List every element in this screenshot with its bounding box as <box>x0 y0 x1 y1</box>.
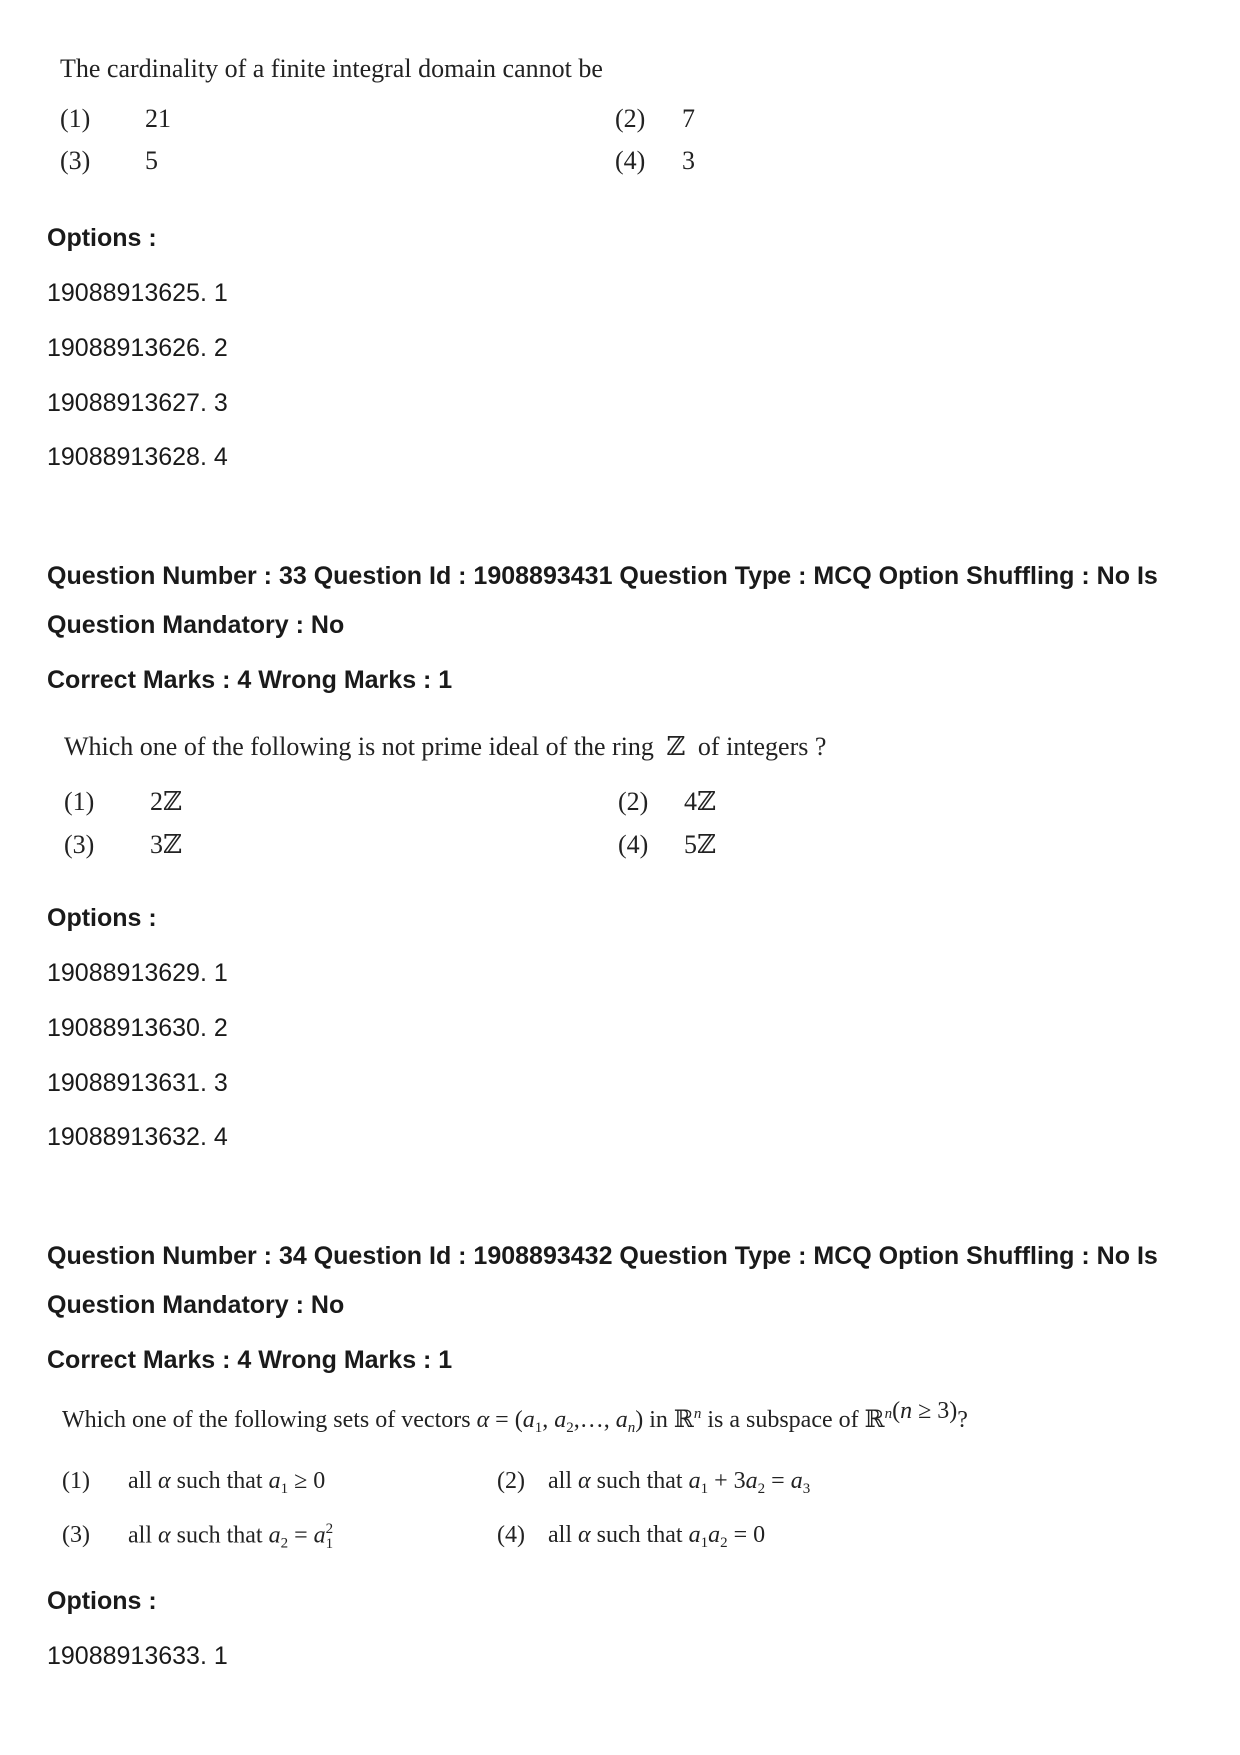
q33-choice-1-text: 2ℤ <box>150 787 182 816</box>
q34-marks: Correct Marks : 4 Wrong Marks : 1 <box>47 1346 453 1374</box>
q33-choice-3-num: (3) <box>64 830 95 859</box>
q33-choice-3-text: 3ℤ <box>150 830 182 859</box>
q34-choice-3-text: all α such that $a_2 = a$ 2 1 <box>128 1521 334 1552</box>
q32-choice-3-text: 5 <box>145 146 158 175</box>
q34-choice-1-prefix: all <box>128 1468 152 1494</box>
q33-choice-2-num: (2) <box>618 787 649 816</box>
q34-choice-4-prefix: all <box>548 1522 572 1548</box>
q32-option-1: 19088913625. 1 <box>47 279 228 307</box>
q34-option-1: 19088913633. 1 <box>47 1642 228 1670</box>
q33-option-3: 19088913631. 3 <box>47 1069 228 1097</box>
q32-stem: The cardinality of a finite integral domain cannot be <box>60 54 603 83</box>
q34-stem-rn-cond: ℝ$^n$(n ≥ 3) <box>864 1398 958 1433</box>
q33-stem-symbol: ℤ <box>666 732 686 762</box>
q33-choice-2-text: 4ℤ <box>684 787 716 816</box>
q34-choice-1-mid: such that <box>176 1468 263 1494</box>
q34-choice-4-mid: such that <box>596 1522 683 1548</box>
q34-choice-2-text: all α such that $a_1 + 3a_2 = a_3$ <box>548 1468 811 1497</box>
q34-choice-2-num: (2) <box>497 1468 525 1494</box>
q34-choice-3-mid: such that <box>176 1522 263 1549</box>
q33-marks: Correct Marks : 4 Wrong Marks : 1 <box>47 666 453 694</box>
q34-stem-part-c: is a subspace of <box>707 1407 859 1433</box>
q34-choice-2-mid: such that <box>596 1468 683 1494</box>
q32-choice-1-num: (1) <box>60 104 91 133</box>
q33-option-4: 19088913632. 4 <box>47 1123 228 1151</box>
q33-choice-4-num: (4) <box>618 830 649 859</box>
q32-choice-1-text: 21 <box>145 104 171 133</box>
q33-header-line2: Question Mandatory : No <box>47 611 345 639</box>
q34-stem-vector: $\alpha = (a_1$, $a_2,\dots$, $a_n$) <box>476 1407 644 1436</box>
q34-choice-1-text: all α such that $a_1 \ge 0$ <box>128 1468 326 1497</box>
q33-stem-part-b: of integers ? <box>697 732 827 761</box>
q34-choice-4-num: (4) <box>497 1522 525 1548</box>
q32-option-4: 19088913628. 4 <box>47 443 228 471</box>
q34-choice-3-prefix: all <box>128 1522 152 1549</box>
q34-stem-rn: ℝ$^n$ <box>673 1405 702 1433</box>
q34-stem-part-a: Which one of the following sets of vectors <box>62 1407 471 1433</box>
q34-stem-part-d: ? <box>957 1407 968 1433</box>
q33-stem <box>64 732 826 762</box>
q34-choice-2-prefix: all <box>548 1468 572 1494</box>
q34-options-label: Options : <box>47 1587 157 1615</box>
q34-choice-3-num: (3) <box>62 1522 90 1548</box>
q32-choice-2-text: 7 <box>682 104 695 133</box>
q33-option-2: 19088913630. 2 <box>47 1014 228 1042</box>
q33-option-1: 19088913629. 1 <box>47 959 228 987</box>
q32-options-label: Options : <box>47 224 157 252</box>
q33-header-line1: Question Number : 33 Question Id : 1908893431 Question Type : MCQ Option Shuffling : No Is <box>47 562 1158 590</box>
q34-choice-4-text: all α such that $a_1a_2 = 0$ <box>548 1522 766 1551</box>
q34-header-line2: Question Mandatory : No <box>47 1291 345 1319</box>
q34-header-line1: Question Number : 34 Question Id : 1908893432 Question Type : MCQ Option Shuffling : No Is <box>47 1242 1158 1270</box>
q33-choice-1-num: (1) <box>64 787 95 816</box>
q34-stem <box>62 1398 968 1437</box>
q32-choice-4-num: (4) <box>615 146 646 175</box>
q34-choice-1-num: (1) <box>62 1468 90 1494</box>
q34-stem-part-b: in <box>649 1407 668 1433</box>
q33-choice-4-text: 5ℤ <box>684 830 716 859</box>
q33-options-label: Options : <box>47 904 157 932</box>
q32-option-2: 19088913626. 2 <box>47 334 228 362</box>
q32-choice-2-num: (2) <box>615 104 646 133</box>
q32-option-3: 19088913627. 3 <box>47 389 228 417</box>
q33-stem-part-a: Which one of the following is not prime ideal of the ring <box>64 732 654 761</box>
q32-choice-3-num: (3) <box>60 146 91 175</box>
q32-choice-4-text: 3 <box>682 146 695 175</box>
